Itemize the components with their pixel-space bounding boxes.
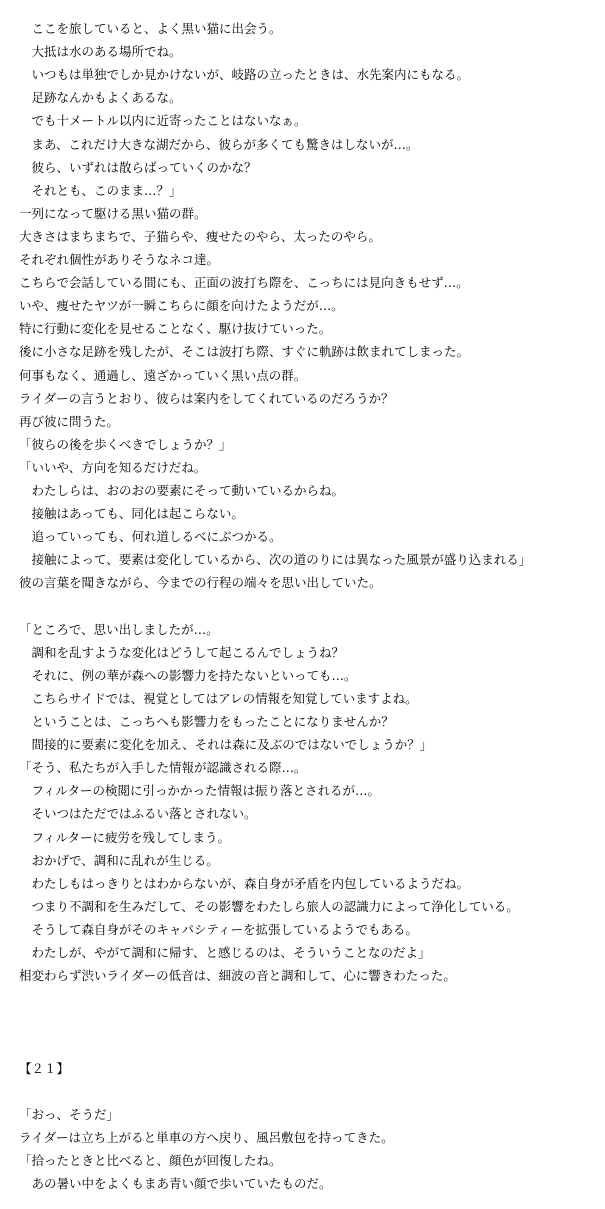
text-line: 【２１】	[19, 1060, 70, 1076]
text-line: 彼の言葉を聞きながら、今までの行程の端々を思い出していた。	[19, 575, 382, 591]
text-line: わたしもはっきりとはわからないが、森自身が矛盾を内包しているようだね。	[19, 875, 470, 891]
text-line: ということは、こっちへも影響力をもったことになりませんか？	[19, 714, 394, 729]
text-line: 相変わらず渋いライダーの低音は、細波の音と調和して、心に響きわたった。	[19, 968, 456, 984]
text-line: ここを旅していると、よく黒い猫に出会う。	[19, 21, 282, 36]
text-line: 再び彼に問うた。	[19, 413, 120, 429]
text-line: 何事もなく、通過し、遠ざかっていく黒い点の群。	[19, 367, 307, 383]
text-line: 接触はあっても、同化は起こらない。	[19, 506, 244, 522]
text-line: ライダーは立ち上がると単車の方へ戻り、風呂敷包を持ってきた。	[19, 1129, 394, 1145]
text-line: 大きさはまちまちで、子猫らや、痩せたのやら、太ったのやら。	[19, 228, 381, 244]
text-line: あの暑い中をよくもまあ青い顔で歩いていたものだ。	[19, 1176, 332, 1191]
text-line: そうして森自身がそのキャパシティーを拡張しているようでもある。	[19, 921, 419, 937]
text-line: わたしが、やがて調和に帰す、と感じるのは、そういうことなのだよ」	[19, 945, 431, 960]
text-line: でも十メートル以内に近寄ったことはないなぁ。	[19, 113, 307, 129]
text-line: フィルターに疲労を残してしまう。	[19, 829, 231, 845]
text-line: それに、例の華が森への影響力を持たないといっても…。	[19, 667, 357, 683]
text-line: 「おっ、そうだ」	[19, 1106, 120, 1122]
text-line: こちらサイドでは、視覚としてはアレの情報を知覚していますよね。	[19, 690, 418, 706]
text-line: 「いいや、方向を知るだけだね。	[19, 459, 207, 475]
text-line: それぞれ個性がありそうなネコ達。	[19, 252, 220, 267]
text-line: それとも、このまま…？」	[19, 182, 182, 198]
text-line: 「ところで、思い出しましたが…。	[19, 621, 219, 637]
text-line: まあ、これだけ大きな湖だから、彼らが多くても驚きはしないが…。	[19, 136, 419, 152]
text-line: 足跡なんかもよくあるな。	[19, 90, 182, 106]
text-line: 追っていっても、何れ道しるべにぶつかる。	[19, 529, 282, 545]
text-line: 接触によって、要素は変化しているから、次の道のりには異なった風景が盛り込まれる」	[19, 552, 532, 568]
text-line: つまり不調和を生みだして、その影響をわたしら旅人の認識力によって浄化している。	[19, 898, 519, 914]
text-line: 一列になって駆ける黒い猫の群。	[19, 205, 207, 221]
text-line: おかげで、調和に乱れが生じる。	[19, 852, 219, 868]
text-line: ライダーの言うとおり、彼らは案内をしてくれているのだろうか？	[19, 390, 394, 406]
text-line: いや、痩せたヤツが一瞬こちらに顔を向けたようだが…。	[19, 298, 344, 314]
text-line: 特に行動に変化を見せることなく、駆け抜けていった。	[19, 321, 332, 337]
text-line: そいつはただではふるい落とされない。	[19, 806, 257, 822]
text-line: 間接的に要素に変化を加え、それは森に及ぶのではないでしょうか？」	[19, 737, 433, 753]
text-line: フィルターの検閲に引っかかった情報は振り落とされるが…。	[19, 783, 381, 799]
text-line: 後に小さな足跡を残したが、そこは波打ち際、すぐに軌跡は飲まれてしまった。	[19, 344, 470, 360]
text-line: 「彼らの後を歩くべきでしょうか？」	[19, 436, 232, 452]
text-line: 調和を乱すような変化はどうして起こるんでしょうね？	[19, 644, 345, 660]
text-line: こちらで会話している間にも、正面の波打ち際を、こっちには見向きもせず…。	[19, 275, 469, 291]
text-line: 彼ら、いずれは散らばっていくのかな？	[19, 159, 257, 175]
text-line: わたしらは、おのおの要素にそって動いているからね。	[19, 483, 345, 498]
text-line: いつもは単独でしか見かけないが、岐路の立ったときは、水先案内にもなる。	[19, 67, 470, 83]
text-line: 「そう、私たちが入手した情報が認識される際…。	[19, 760, 307, 776]
text-line: 「拾ったときと比べると、顔色が回復したね。	[19, 1152, 282, 1168]
text-line: 大抵は水のある場所でね。	[19, 44, 182, 60]
